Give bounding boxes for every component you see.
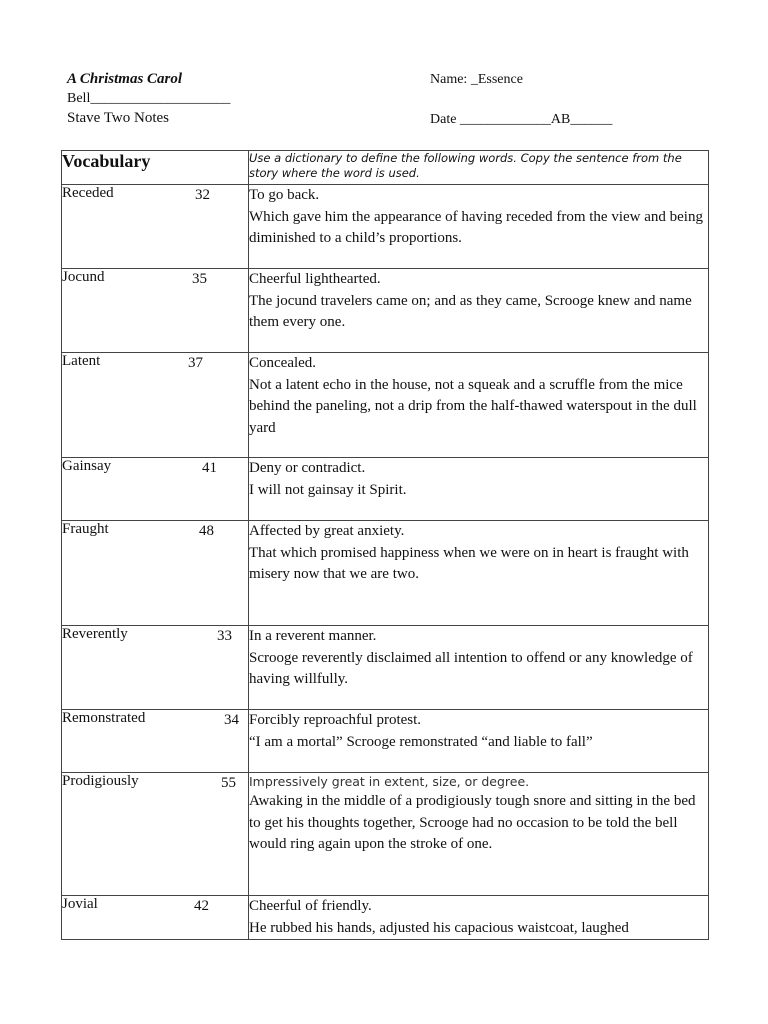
definition-cell	[249, 896, 709, 940]
table-header-row	[62, 151, 709, 185]
example-sentence: I will not gainsay it Spirit.	[249, 481, 407, 498]
word-meaning: Impressively great in extent, size, or degree.	[249, 774, 530, 789]
word-cell	[62, 626, 249, 710]
definition-cell	[249, 353, 709, 458]
definition-cell	[249, 626, 709, 710]
definition-cell	[249, 521, 709, 626]
word-meaning: Affected by great anxiety.	[249, 523, 405, 539]
vocab-word: Fraught	[62, 521, 109, 537]
definition-cell	[249, 773, 709, 896]
word-cell	[62, 896, 249, 940]
word-meaning: Deny or contradict.	[249, 460, 366, 476]
vocab-word: Jovial	[62, 896, 98, 912]
example-sentence: Awaking in the middle of a prodigiously tough snore and sitting in the bed to get his thoughts together, Scrooge had no occasion to be told the bell would ring again upon the stroke of one.	[249, 793, 696, 852]
word-cell	[62, 773, 249, 896]
word-meaning: Concealed.	[249, 355, 317, 371]
vocab-word: Remonstrated	[62, 710, 146, 726]
table-row	[62, 896, 709, 940]
example-sentence: “I am a mortal” Scrooge remonstrated “and liable to fall”	[249, 733, 593, 750]
table-row	[62, 521, 709, 626]
page-number: 48	[199, 523, 214, 539]
document-subtitle: Stave Two Notes	[67, 110, 169, 126]
table-row	[62, 710, 709, 773]
instructions-text: Use a dictionary to define the following words. Copy the sentence from the story where the word is used.	[249, 151, 709, 185]
page-number: 35	[192, 271, 207, 287]
definition-cell	[249, 269, 709, 353]
vocab-word: Latent	[62, 353, 101, 369]
page-number: 33	[217, 628, 232, 644]
word-cell	[62, 458, 249, 521]
page-number: 55	[221, 775, 236, 791]
word-meaning: To go back.	[249, 187, 320, 203]
example-sentence: That which promised happiness when we were on in heart is fraught with misery now that we are two.	[249, 544, 689, 582]
bell-label: Bell	[67, 91, 91, 106]
example-sentence: Not a latent echo in the house, not a squeak and a scruffle from the mice behind the paneling, not a drip from the half-thawed waterspout in the dull yard	[249, 376, 697, 436]
page-number: 42	[194, 898, 209, 914]
word-meaning: Forcibly reproachful protest.	[249, 712, 422, 728]
bell-blank: ____________________	[90, 91, 231, 106]
definition-cell	[249, 710, 709, 773]
document-title: A Christmas Carol	[67, 71, 183, 87]
table-row	[62, 353, 709, 458]
table-row	[62, 269, 709, 353]
vocab-word: Reverently	[62, 626, 128, 642]
page-number: 32	[195, 187, 210, 203]
table-row	[62, 626, 709, 710]
word-cell	[62, 521, 249, 626]
word-meaning: In a reverent manner.	[249, 628, 377, 644]
word-cell	[62, 710, 249, 773]
example-sentence: The jocund travelers came on; and as they came, Scrooge knew and name them every one.	[249, 292, 692, 330]
vocab-word: Prodigiously	[62, 773, 139, 789]
definition-cell	[249, 185, 709, 269]
word-meaning: Cheerful of friendly.	[249, 898, 372, 914]
definition-cell	[249, 458, 709, 521]
example-sentence: He rubbed his hands, adjusted his capacious waistcoat, laughed	[249, 919, 629, 936]
table-row	[62, 458, 709, 521]
example-sentence: Which gave him the appearance of having receded from the view and being diminished to a child’s proportions.	[249, 208, 703, 246]
word-meaning: Cheerful lighthearted.	[249, 271, 381, 287]
word-cell	[62, 185, 249, 269]
example-sentence: Scrooge reverently disclaimed all intention to offend or any knowledge of having willfully.	[249, 649, 693, 687]
vocab-word: Jocund	[62, 269, 105, 285]
date-field: Date _____________AB______	[430, 112, 613, 127]
page-number: 41	[202, 460, 217, 476]
vocabulary-heading: Vocabulary	[62, 151, 249, 185]
name-field: Name: _Essence	[430, 72, 523, 87]
vocabulary-table	[61, 150, 709, 940]
bell-field	[67, 91, 230, 107]
vocab-word: Gainsay	[62, 458, 112, 474]
vocab-word: Receded	[62, 185, 114, 201]
table-row	[62, 773, 709, 896]
page-number: 37	[188, 355, 203, 371]
page-number: 34	[224, 712, 239, 728]
word-cell	[62, 353, 249, 458]
table-row	[62, 185, 709, 269]
word-cell	[62, 269, 249, 353]
